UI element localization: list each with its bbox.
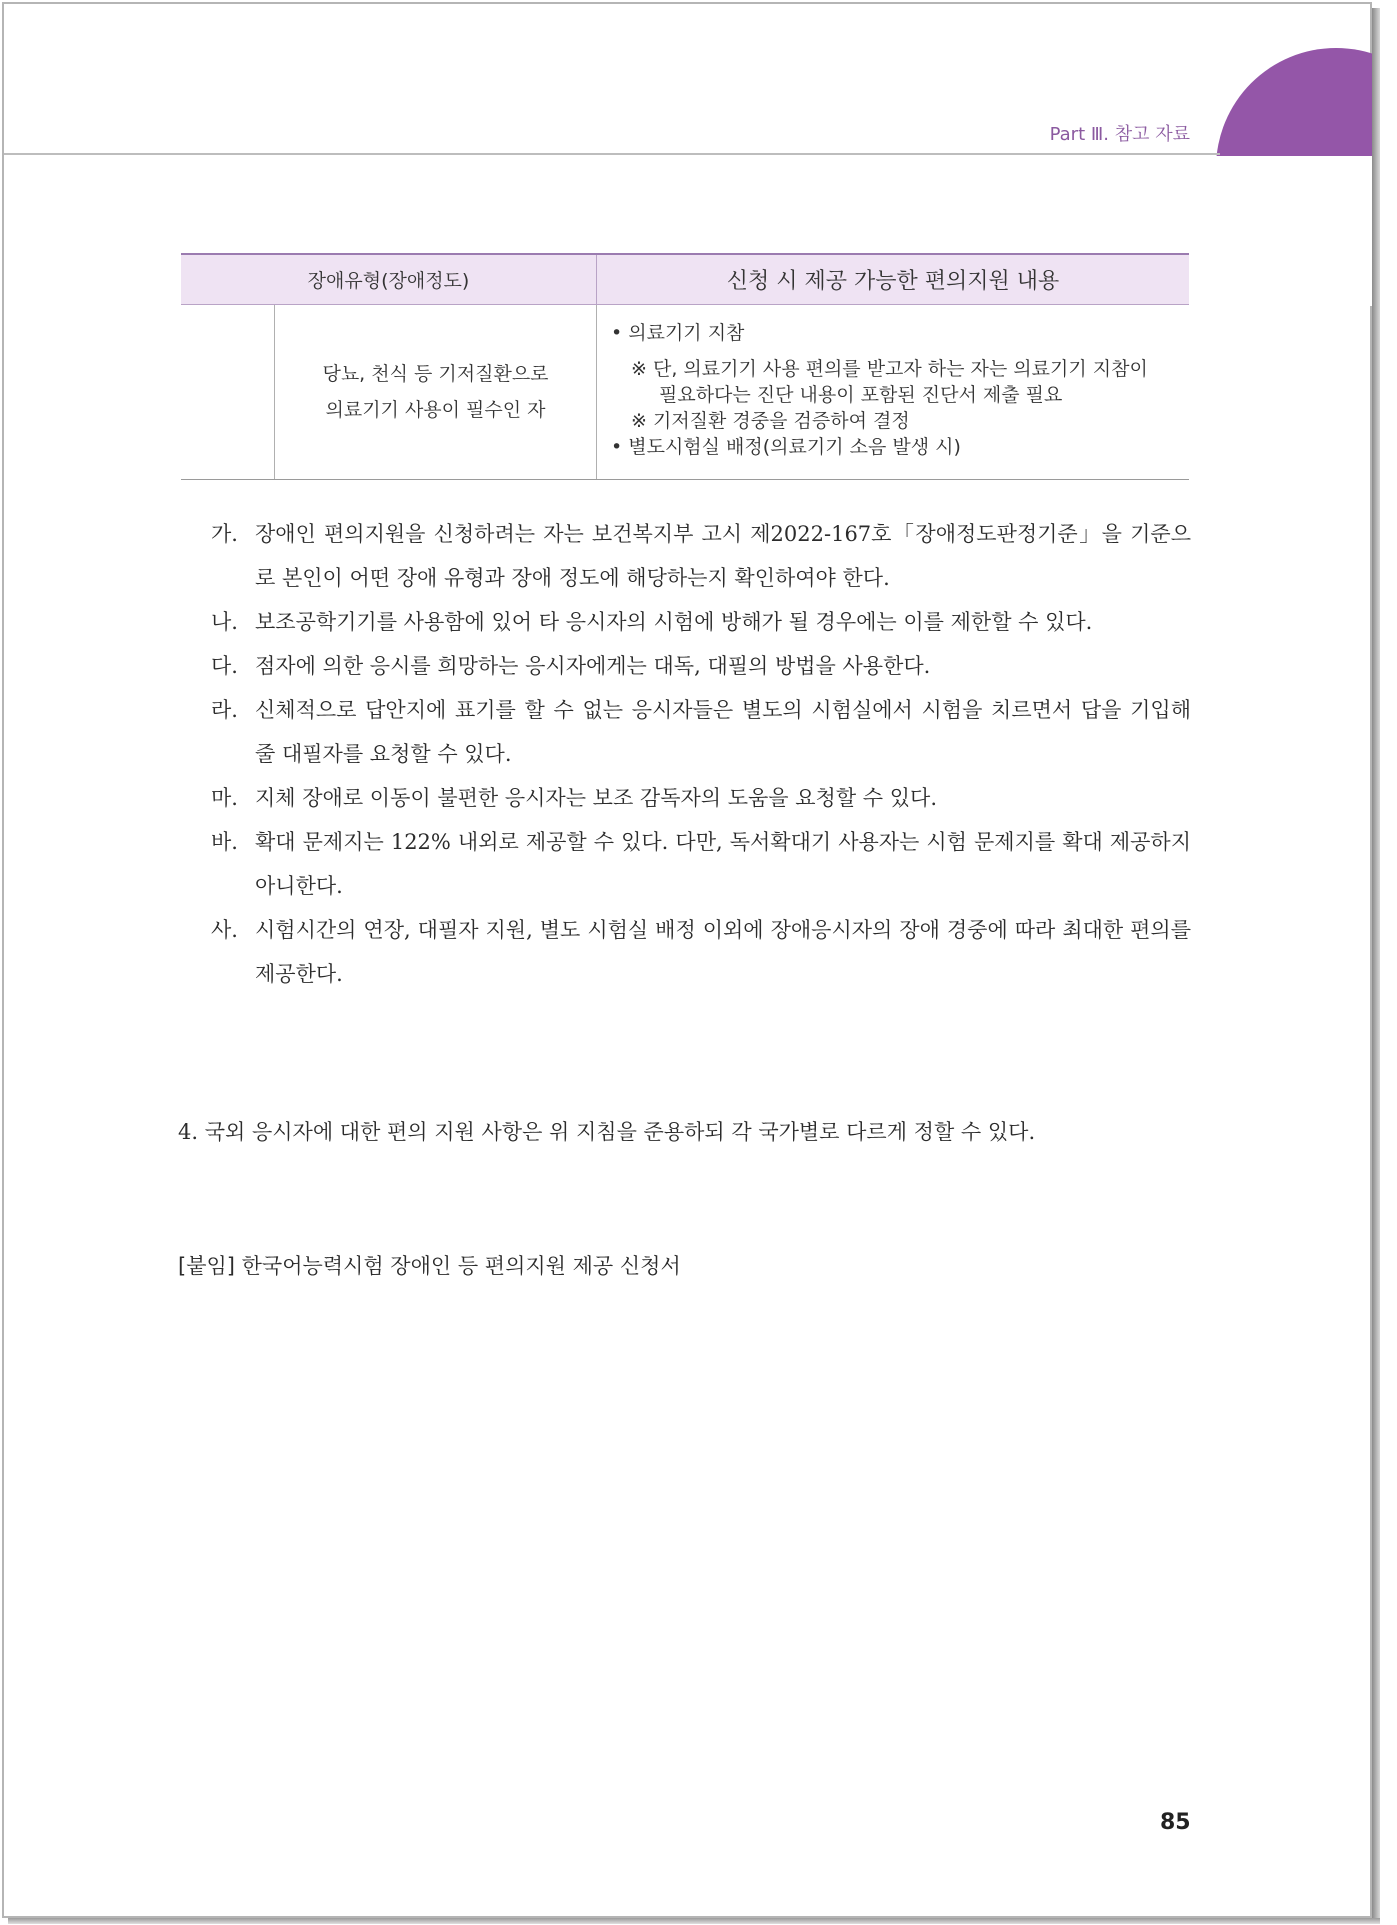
- list-item: [211, 908, 1191, 996]
- page-number: 85: [1160, 1810, 1191, 1835]
- type-line: 의료기기 사용이 필수인 자: [325, 399, 546, 421]
- column-header-type: 장애유형(장애정도): [181, 254, 597, 305]
- content-note-continued: 필요하다는 진단 내용이 포함된 진단서 제출 필요: [659, 384, 1063, 406]
- list-item: [211, 820, 1191, 908]
- list-item-text: 장애인 편의지원을 신청하려는 자는 보건복지부 고시 제2022-167호「장애정도판정기준」을 기준으로 본인이 어떤 장애 유형과 장애 정도에 해당하는지 확인하여야 한다.: [255, 522, 1191, 590]
- header-rule: [4, 153, 1220, 155]
- list-item-text: 시험시간의 연장, 대필자 지원, 별도 시험실 배정 이외에 장애응시자의 장애 경중에 따라 최대한 편의를 제공한다.: [255, 918, 1191, 986]
- list-item-marker: 사.: [211, 918, 238, 942]
- blank-cell: [181, 305, 275, 480]
- list-item-marker: 가.: [211, 522, 238, 546]
- list-item-text: 보조공학기기를 사용함에 있어 타 응시자의 시험에 방해가 될 경우에는 이를 제한할 수 있다.: [255, 610, 1093, 634]
- list-item-marker: 다.: [211, 654, 238, 678]
- support-table: [181, 253, 1189, 480]
- list-item-marker: 바.: [211, 830, 238, 854]
- list-item-text: 점자에 의한 응시를 희망하는 응시자에게는 대독, 대필의 방법을 사용한다.: [255, 654, 931, 678]
- list-item-text: 신체적으로 답안지에 표기를 할 수 없는 응시자들은 별도의 시험실에서 시험을 치르면서 답을 기입해 줄 대필자를 요청할 수 있다.: [255, 698, 1191, 766]
- list-item: [211, 600, 1191, 644]
- guideline-list: [211, 512, 1191, 996]
- list-item: [211, 776, 1191, 820]
- list-item-marker: 마.: [211, 786, 238, 810]
- list-item: [211, 688, 1191, 776]
- column-header-content: 신청 시 제공 가능한 편의지원 내용: [597, 254, 1190, 305]
- list-item-text: 확대 문제지는 122% 내외로 제공할 수 있다. 다만, 독서확대기 사용자는 시험 문제지를 확대 제공하지 아니한다.: [255, 830, 1191, 898]
- table-row: [181, 305, 1189, 480]
- overseas-applicant-paragraph: 4. 국외 응시자에 대한 편의 지원 사항은 위 지침을 준용하되 각 국가별로 다르게 정할 수 있다.: [178, 1120, 1036, 1144]
- content-note: ※ 기저질환 경중을 검증하여 결정: [631, 410, 910, 432]
- page-shadow-right: [1372, 8, 1380, 1922]
- attachment-line: [붙임] 한국어능력시험 장애인 등 편의지원 제공 신청서: [178, 1254, 681, 1278]
- type-line: 당뇨, 천식 등 기저질환으로: [322, 363, 549, 385]
- corner-mask: [1210, 156, 1380, 306]
- disability-type-cell: [275, 305, 597, 480]
- section-label: Part Ⅲ. 참고 자료: [1049, 124, 1190, 145]
- page-shadow-bottom: [8, 1918, 1380, 1924]
- list-item-text: 지체 장애로 이동이 불편한 응시자는 보조 감독자의 도움을 요청할 수 있다.: [255, 786, 938, 810]
- content-line: • 별도시험실 배정(의료기기 소음 발생 시): [611, 436, 961, 458]
- content-line: • 의료기기 지참: [611, 322, 745, 344]
- list-item: [211, 644, 1191, 688]
- list-item-marker: 라.: [211, 698, 238, 722]
- table-header-row: [181, 254, 1189, 305]
- list-item-marker: 나.: [211, 610, 238, 634]
- support-content-cell: [597, 305, 1190, 480]
- content-note: ※ 단, 의료기기 사용 편의를 받고자 하는 자는 의료기기 지참이: [631, 358, 1148, 380]
- list-item: [211, 512, 1191, 600]
